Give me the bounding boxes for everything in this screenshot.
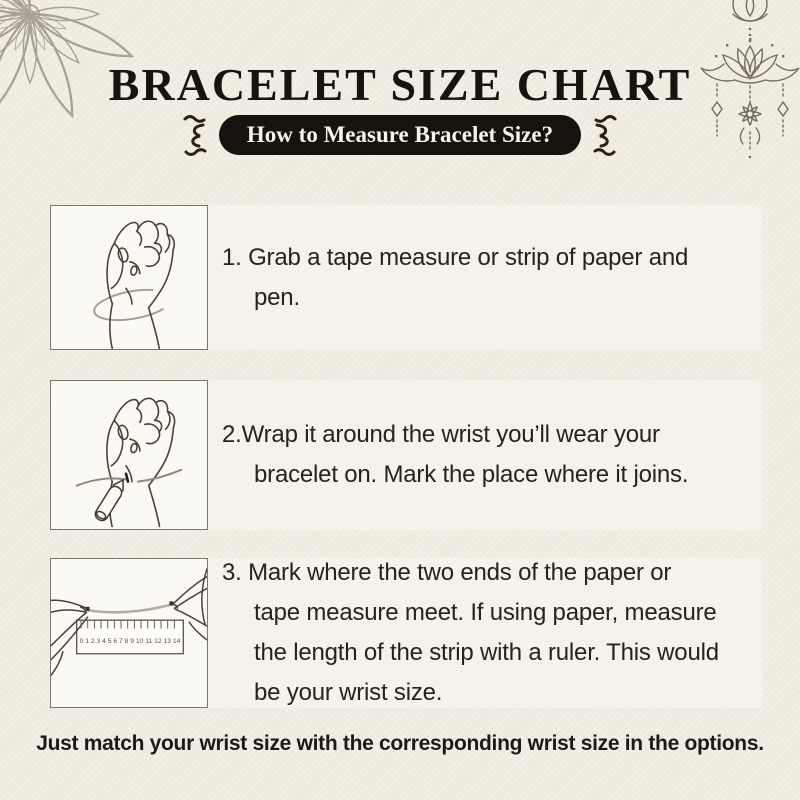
flourish-right-icon	[591, 112, 621, 158]
step3-text	[222, 553, 719, 713]
subtitle-badge: How to Measure Bracelet Size?	[219, 115, 581, 155]
step1-line2: pen.	[254, 283, 300, 311]
page-title: BRACELET SIZE CHART	[108, 59, 692, 110]
step3-line4: be your wrist size.	[254, 679, 443, 706]
step-row-3	[50, 558, 762, 708]
footer-note: Just match your wrist size with the corresponding wrist size in the options.	[36, 732, 764, 755]
step2-line1: 2.Wrap it around the wrist you’ll wear your	[222, 421, 660, 448]
step1-line1: 1. Grab a tape measure or strip of paper and	[222, 243, 689, 271]
step1-text	[222, 238, 688, 318]
ruler-numbers: 0 1 2 3 4 5 6 7 8 9 10 11 12 13 14	[79, 637, 181, 645]
step3-line3: the length of the strip with a ruler. This would	[254, 639, 719, 666]
step3-ruler-measurement-illustration	[50, 558, 208, 708]
step3-line1: 3. Mark where the two ends of the paper or	[222, 559, 672, 586]
step2-text	[222, 415, 688, 495]
flourish-left-icon	[179, 112, 209, 158]
subtitle-row	[0, 113, 800, 157]
step2-line2: bracelet on. Mark the place where it joins.	[254, 461, 689, 488]
step1-fist-illustration	[50, 205, 208, 350]
step-row-1	[50, 205, 762, 350]
step3-line2: tape measure meet. If using paper, measure	[254, 599, 717, 626]
step2-fist-tape-pen-illustration	[50, 380, 208, 530]
step-row-2	[50, 380, 762, 530]
